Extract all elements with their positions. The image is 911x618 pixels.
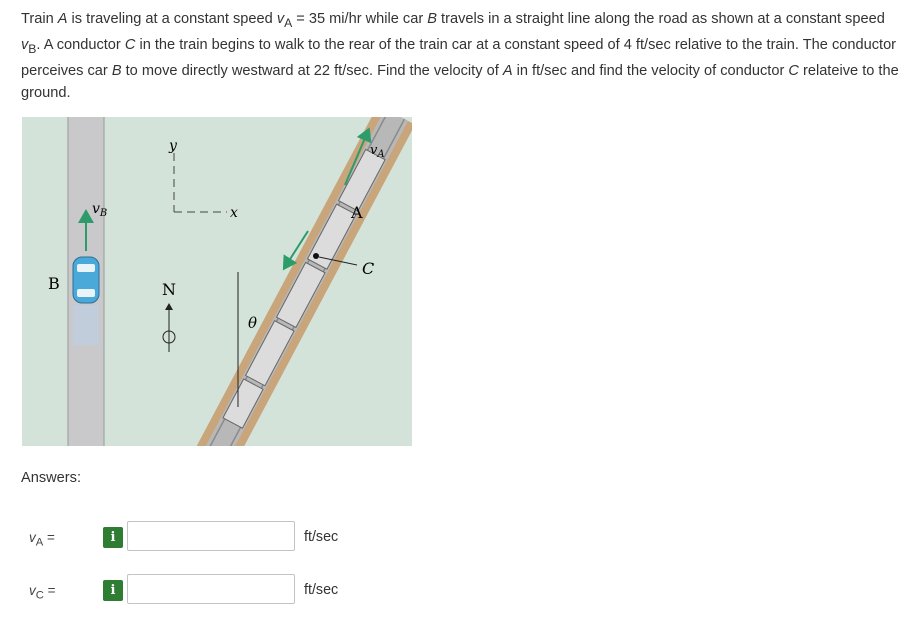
vC-label: $v_C$ = bbox=[29, 583, 56, 602]
svg-text:vA: $v_A$ bbox=[370, 143, 385, 160]
answer-row-vA bbox=[21, 521, 351, 555]
answer-row-vC bbox=[21, 574, 351, 608]
svg-text:N: N bbox=[162, 280, 176, 299]
problem-statement: Train A is traveling at a constant speed $v_A = 35$ mi/hr while car B travels in a straight line along the road as shown at a constant speed $v_B$. A conductor C in the train begins to walk to the rear of the train car at a constant speed of 4 ft/sec relative to the train. The conductor perceives car B to move directly westward at 22 ft/sec. Find the velocity of A in ft/sec and find the velocity of conductor C relateive to the ground. bbox=[21, 11, 899, 101]
vA-input[interactable] bbox=[127, 521, 295, 551]
vA-unit: ft/sec bbox=[304, 529, 339, 545]
answers-heading: Answers: bbox=[21, 470, 82, 486]
vC-unit: ft/sec bbox=[304, 582, 339, 598]
label-A: A bbox=[351, 203, 363, 222]
label-B: B bbox=[48, 274, 60, 293]
label-C: C bbox=[362, 259, 375, 278]
vA-label: $v_A$ = bbox=[29, 530, 55, 549]
svg-text:vB: $v_B$ bbox=[92, 201, 108, 219]
answers-section bbox=[21, 470, 81, 486]
vC-input[interactable] bbox=[127, 574, 295, 604]
theta-label: θ bbox=[248, 314, 258, 332]
problem-figure bbox=[22, 117, 412, 446]
info-icon[interactable]: i bbox=[103, 527, 123, 548]
info-icon[interactable]: i bbox=[103, 580, 123, 601]
svg-text:y: y bbox=[169, 138, 177, 154]
car-B bbox=[73, 257, 99, 345]
svg-text:x: x bbox=[230, 205, 238, 221]
conductor-C bbox=[313, 253, 319, 259]
